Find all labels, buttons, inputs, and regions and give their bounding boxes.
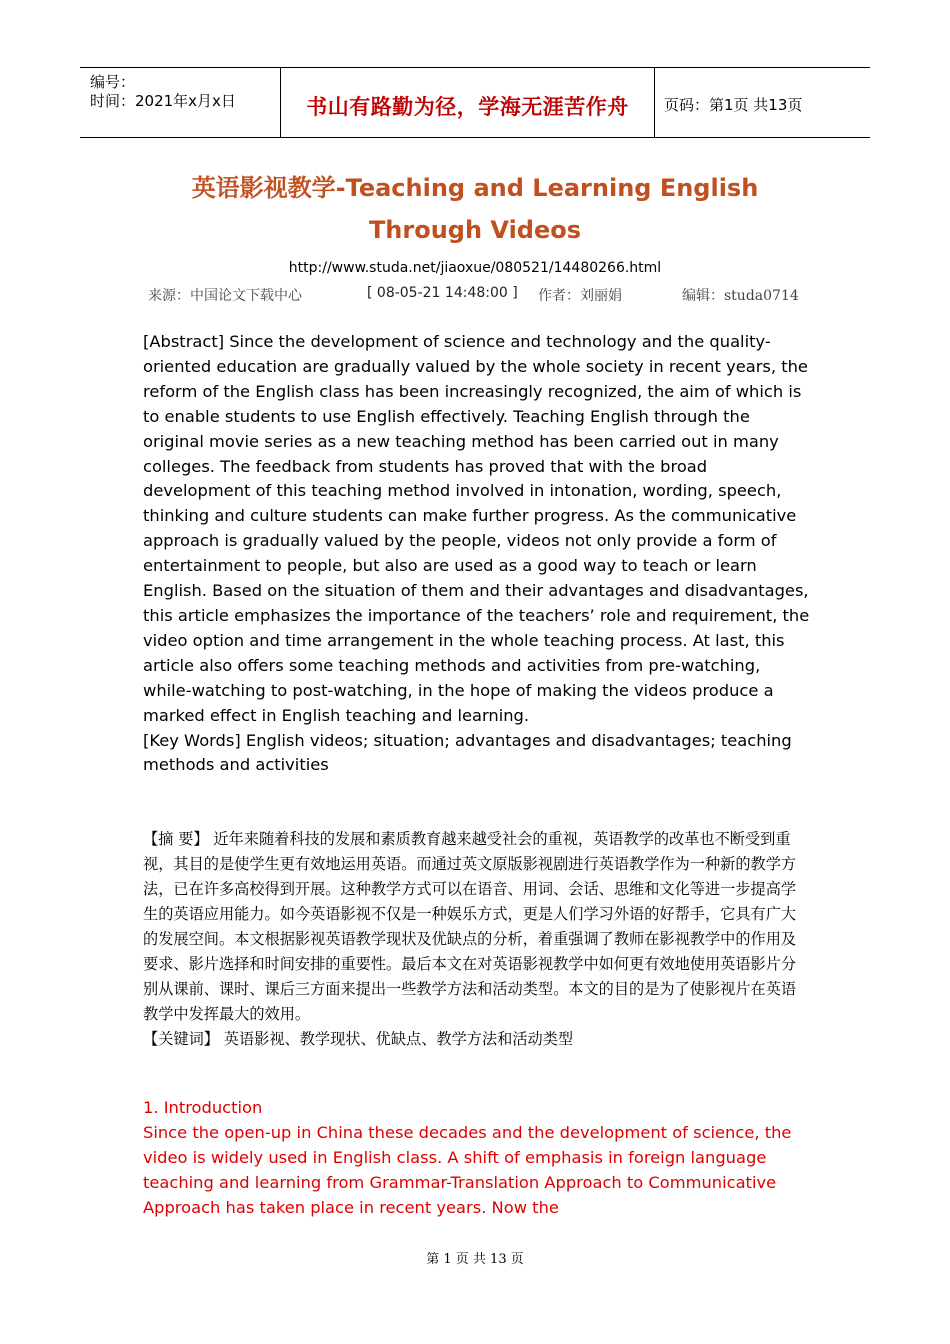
document-time-label: 时间：2021年x月x日 [90, 92, 236, 110]
english-abstract-text: [Abstract] Since the development of science and technology and the quality-oriented education are gradually valued by the whole society in recent years, the reform of the English class has been increasingly recognized, the aim of which is to enable students to use English effectively. Teaching English through the original movie series as a new teaching method has been carried out in many colleges. The feedback from students has proved that with the broad development of this teaching method involved in intonation, wording, speech, thinking and culture students can make further progress. As the communicative approach is gradually valued by the people, videos not only provide a form of entertainment to people, but also are used as a good way to teach or learn English. Based on the situation of them and their advantages and disadvantages, this article emphasizes the importance of the teachers’ role and requirement, the video option and time arrangement in the whole teaching process. At last, this article also offers some teaching methods and activities from pre-watching, while-watching to post-watching, in the hope of making the videos produce a marked effect in English teaching and learning. [143, 332, 810, 725]
header-motto: 书山有路勤为径，学海无涯苦作舟 [306, 94, 629, 119]
introduction-text: Since the open-up in China these decades and the development of science, the video is widely used in English class. A shift of emphasis in foreign language teaching and learning from Grammar-Translation Approach to Communicative Approach has taken place in recent years. Now the [143, 1122, 792, 1217]
header-middle-cell [281, 68, 655, 137]
header-right-cell [655, 68, 870, 137]
article-source: 来源：中国论文下载中心 [148, 288, 302, 304]
page-footer: 第 1 页 共 13 页 [426, 1252, 524, 1267]
chinese-abstract-text: 【摘 要】 近年来随着科技的发展和素质教育越来越受社会的重视，英语教学的改革也不断受到重视，其目的是使学生更有效地运用英语。而通过英文原版影视剧进行英语教学作为一种新的教学方法，已在许多高校得到开展。这种教学方式可以在语音、用词、会话、思维和文化等进一步提高学生的英语应用能力。如今英语影视不仅是一种娱乐方式，更是人们学习外语的好帮手，它具有广大的发展空间。本文根据影视英语教学现状及优缺点的分析，着重强调了教师在影视教学中的作用及要求、影片选择和时间安排的重要性。最后本文在对英语影视教学中如何更有效地使用英语影片分别从课前、课时、课后三方面来提出一些教学方法和活动类型。本文的目的是为了使影视片在英语教学中发挥最大的效用。 [143, 830, 797, 1023]
article-title-line-2: Through Videos [368, 216, 582, 244]
article-url[interactable]: http://www.studa.net/jiaoxue/080521/14480266.html [288, 260, 662, 276]
english-keywords: [Key Words] English videos; situation; advantages and disadvantages; teaching methods and activities [143, 730, 792, 775]
introduction-heading: 1. Introduction [143, 1098, 263, 1117]
article-editor: 编辑：studa0714 [682, 288, 799, 304]
introduction-section [143, 1096, 808, 1221]
document-number-label: 编号： [90, 73, 136, 91]
header-left-cell [80, 68, 281, 137]
english-abstract [143, 330, 813, 778]
article-datetime: [ 08-05-21 14:48:00 ] [367, 285, 518, 301]
header-page-label: 页码：第1页 共13页 [664, 96, 803, 114]
article-author: 作者：刘丽娟 [538, 288, 622, 304]
chinese-keywords: 【关键词】 英语影视、教学现状、优缺点、教学方法和活动类型 [143, 1030, 574, 1048]
article-title-line-1: 英语影视教学-Teaching and Learning English [191, 174, 759, 202]
header-table [80, 67, 870, 138]
chinese-abstract [143, 827, 803, 1052]
